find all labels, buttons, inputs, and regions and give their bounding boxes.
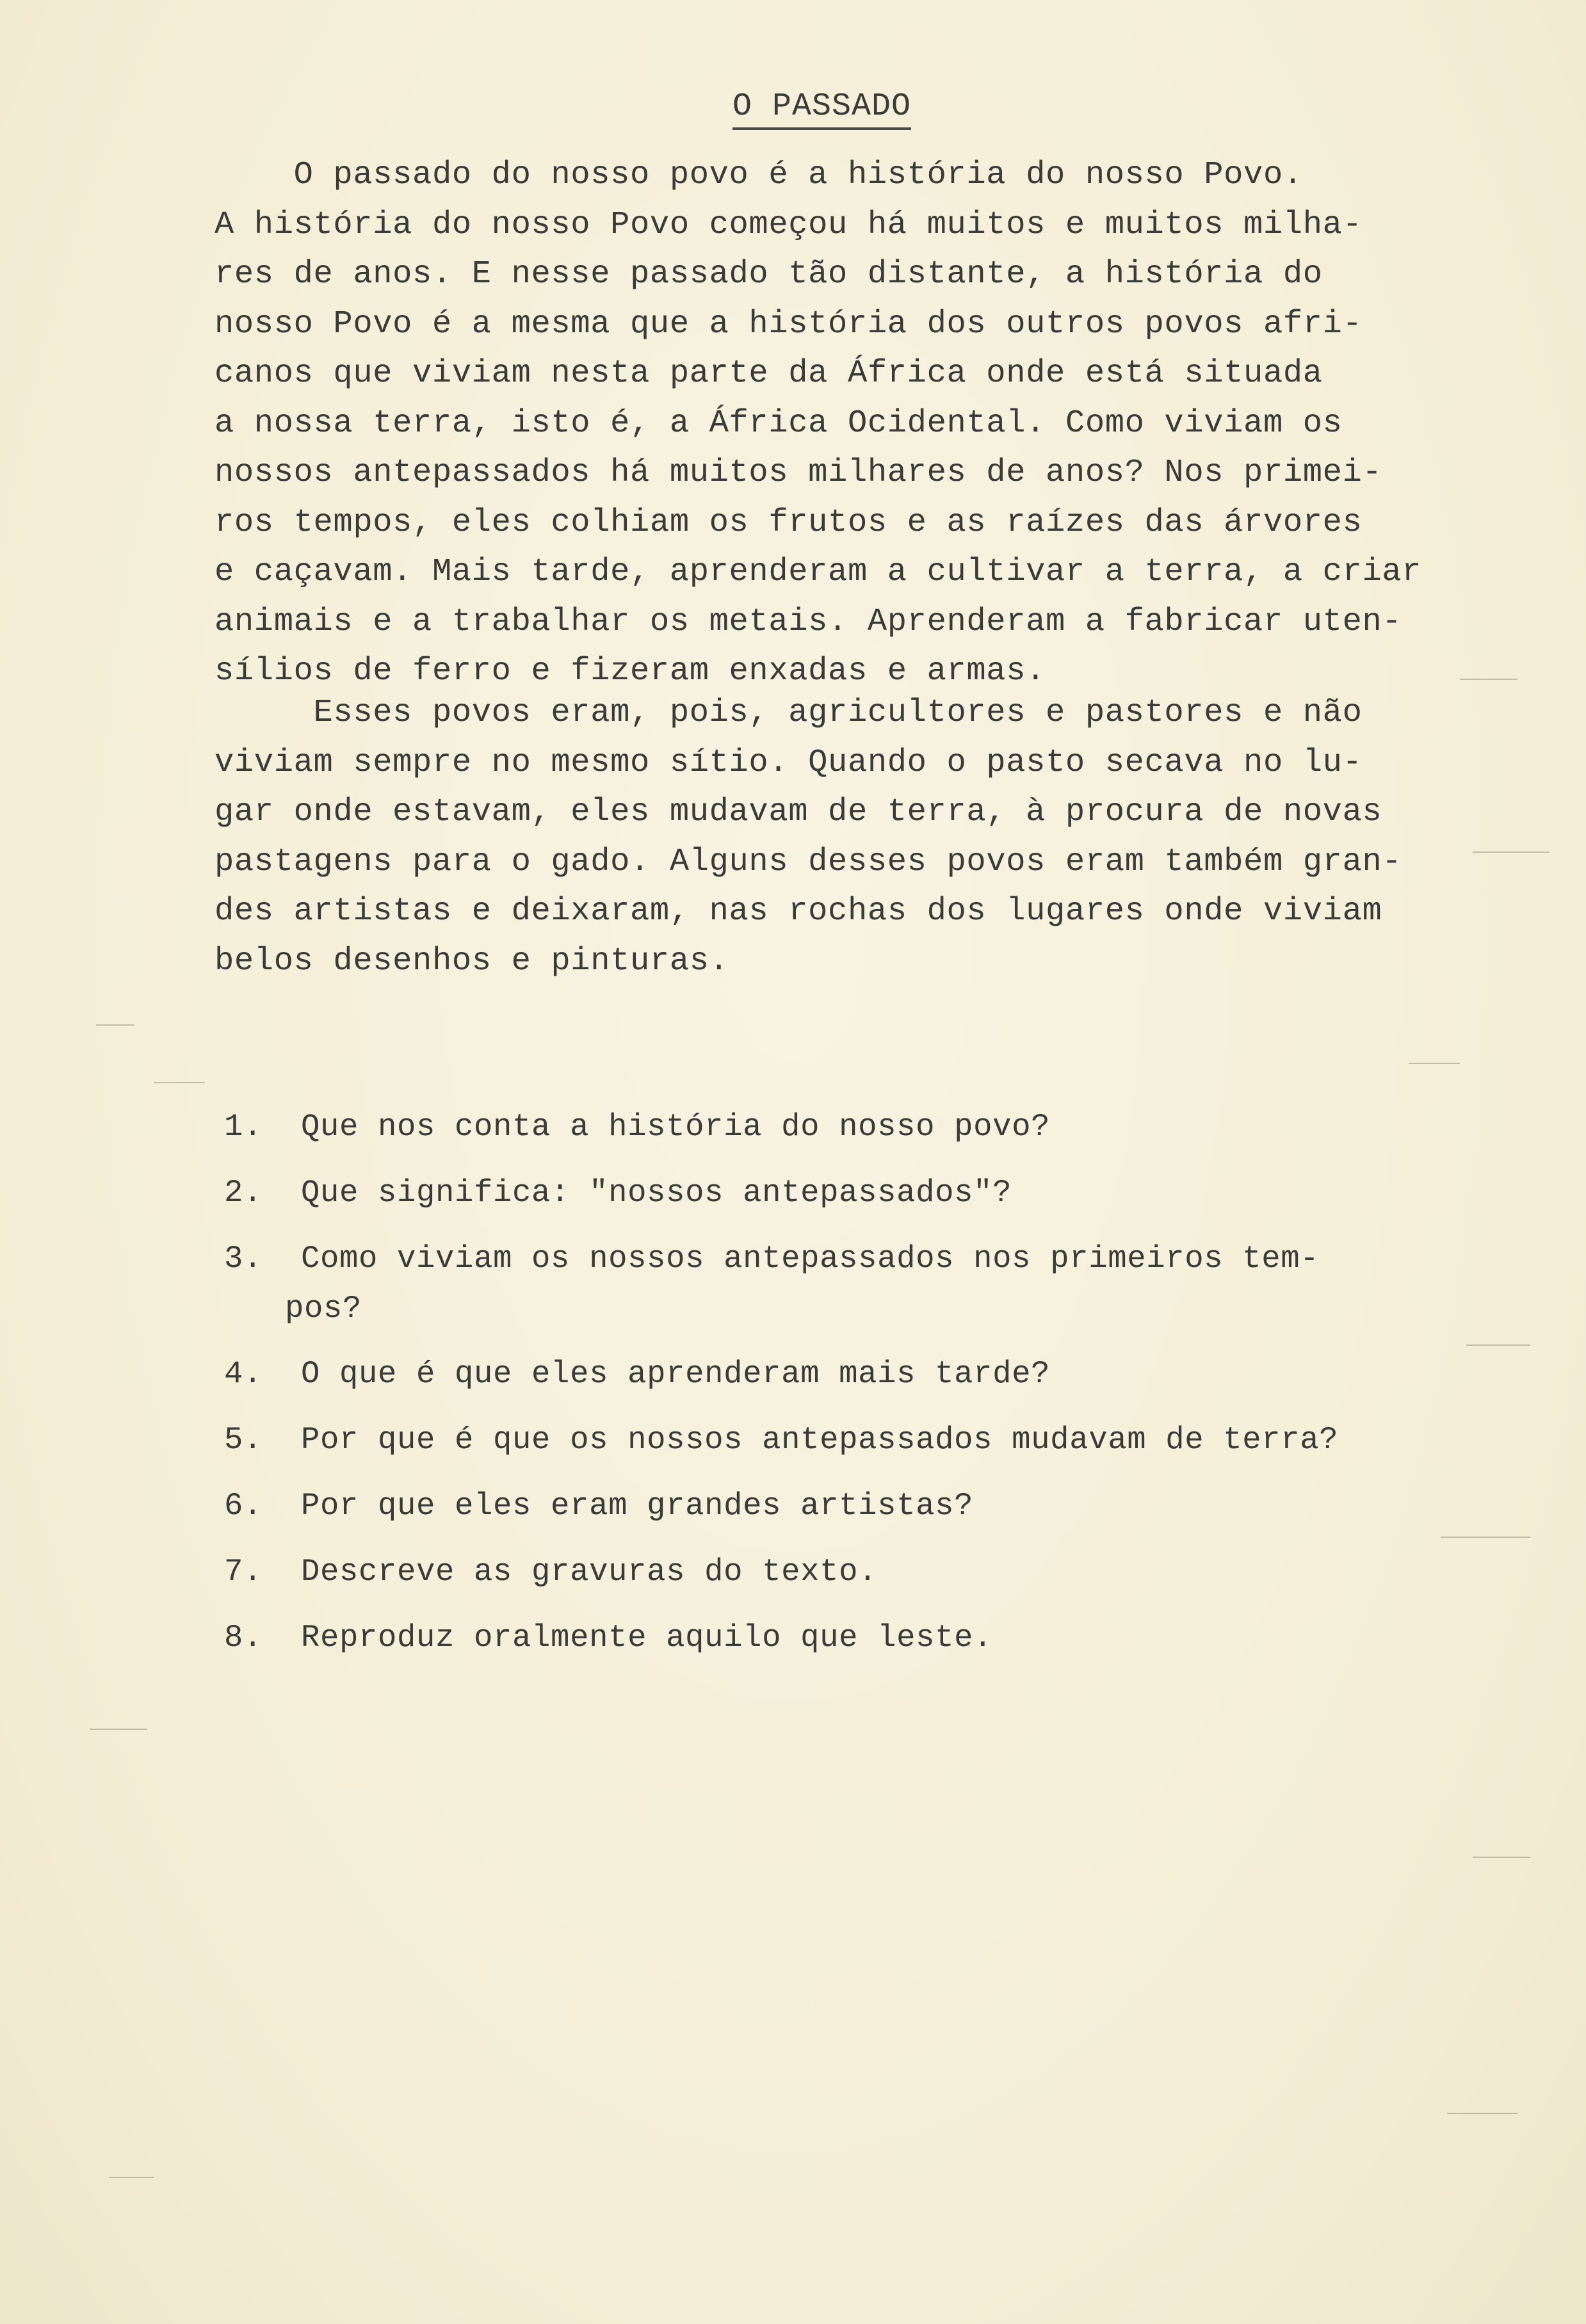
question-number: 4.: [224, 1356, 263, 1392]
paragraph-line: e caçavam. Mais tarde, aprenderam a cultivar a terra, a criar: [214, 554, 1422, 590]
question-item: [224, 1352, 1441, 1417]
paragraph-line: pastagens para o gado. Alguns desses povos eram também gran-: [214, 843, 1402, 880]
paragraph-line: sílios de ferro e fizeram enxadas e armas.: [214, 653, 1046, 690]
question-number: 7.: [224, 1554, 263, 1590]
question-number: 2.: [224, 1175, 263, 1211]
paragraph-line: canos que viviam nesta parte da África onde está situada: [214, 355, 1323, 392]
paragraph-line: nosso Povo é a mesma que a história dos outros povos afri-: [214, 305, 1363, 343]
question-number: 5.: [224, 1422, 263, 1458]
question-text-continuation: pos?: [285, 1291, 362, 1327]
paragraph-1: [214, 150, 1431, 697]
question-item: [224, 1417, 1441, 1483]
paragraph-line: nossos antepassados há muitos milhares de anos? Nos primei-: [214, 455, 1382, 491]
paragraph-line: belos desenhos e pinturas.: [214, 942, 729, 980]
paragraph-line: animais e a trabalhar os metais. Aprenderam a fabricar uten-: [214, 603, 1402, 640]
question-text: Reproduz oralmente aquilo que leste.: [301, 1620, 993, 1656]
page-title: [0, 88, 1586, 125]
question-number: 6.: [224, 1488, 263, 1524]
question-text: O que é que eles aprenderam mais tarde?: [301, 1356, 1051, 1392]
question-text: Por que é que os nossos antepassados mudavam de terra?: [301, 1422, 1339, 1458]
paragraph-2: [214, 688, 1431, 986]
question-text: Que nos conta a história do nosso povo?: [301, 1109, 1051, 1145]
paragraph-line: ros tempos, eles colhiam os frutos e as raízes das árvores: [214, 504, 1363, 541]
paragraph-line: Esses povos eram, pois, agricultores e pastores e não: [214, 695, 1363, 731]
question-item: [224, 1549, 1441, 1615]
paragraph-line: viviam sempre no mesmo sítio. Quando o pasto secava no lu-: [214, 744, 1363, 781]
paragraph-line: O passado do nosso povo é a história do nosso Povo.: [214, 157, 1303, 193]
question-text: Descreve as gravuras do texto.: [301, 1554, 878, 1590]
question-list: [224, 1104, 1441, 1681]
question-number: 3.: [224, 1241, 263, 1277]
question-item: [224, 1236, 1441, 1352]
question-number: 1.: [224, 1109, 263, 1145]
question-item: [224, 1104, 1441, 1170]
paragraph-line: a nossa terra, isto é, a África Ocidental. Como viviam os: [214, 405, 1343, 442]
page-title-text: O PASSADO: [732, 88, 911, 130]
question-item: [224, 1483, 1441, 1549]
question-text: Por que eles eram grandes artistas?: [301, 1488, 974, 1524]
paragraph-line: des artistas e deixaram, nas rochas dos lugares onde viviam: [214, 893, 1382, 930]
paragraph-line: res de anos. E nesse passado tão distante, a história do: [214, 256, 1323, 293]
paragraph-line: A história do nosso Povo começou há muitos e muitos milha-: [214, 206, 1363, 243]
question-number: 8.: [224, 1620, 263, 1656]
paragraph-line: gar onde estavam, eles mudavam de terra, à procura de novas: [214, 794, 1382, 830]
question-item: [224, 1615, 1441, 1681]
question-text: Como viviam os nossos antepassados nos primeiros tem-: [301, 1241, 1320, 1277]
question-item: [224, 1170, 1441, 1236]
question-text: Que significa: "nossos antepassados"?: [301, 1175, 1012, 1211]
